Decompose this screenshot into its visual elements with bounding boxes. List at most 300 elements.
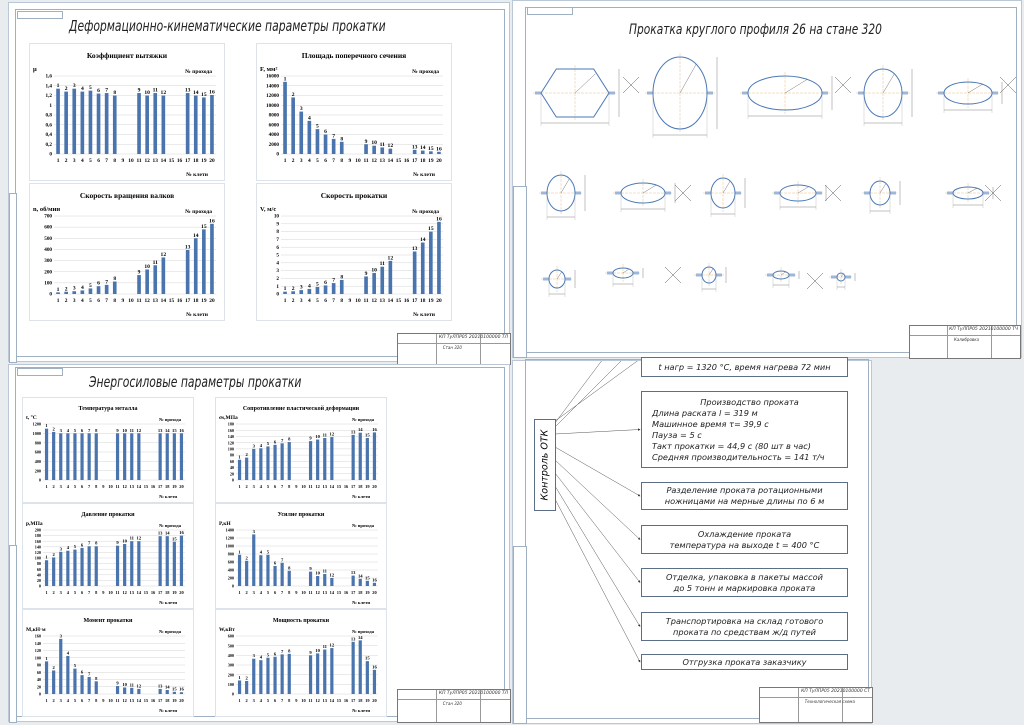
pass-label: 12 (387, 255, 394, 262)
pass-label: 8 (288, 565, 291, 571)
x-tick-label: 12 (122, 484, 127, 489)
x-axis-label: № клети (352, 600, 370, 605)
bar (159, 689, 162, 694)
pass-label: 6 (80, 427, 84, 433)
pass-label: 12 (329, 642, 335, 648)
pass-label: 11 (379, 261, 385, 268)
y-tick-label: 1,4 (45, 83, 52, 90)
x-tick-label: 11 (115, 698, 120, 703)
bar (137, 433, 140, 480)
x-tick-label: 18 (165, 484, 170, 489)
bar (210, 95, 214, 154)
pass-label: 10 (315, 434, 320, 440)
chart-svg (23, 398, 193, 502)
x-tick-label: 3 (59, 590, 62, 595)
x-tick-label: 3 (252, 698, 255, 703)
y-tick-label: 0 (38, 477, 41, 483)
bar (373, 432, 376, 480)
x-tick-label: 18 (193, 298, 199, 304)
pass-label: 12 (329, 431, 335, 437)
x-tick-label: 15 (168, 158, 175, 164)
bar (123, 687, 126, 694)
pass-label: 2 (64, 86, 68, 93)
bar (113, 96, 117, 155)
pass-label: 12 (136, 427, 142, 433)
x-tick-label: 13 (129, 484, 134, 489)
bar (389, 261, 393, 294)
drawing-name: Стан 320 (442, 345, 462, 350)
y-tick-label: 0 (231, 691, 234, 697)
bar (259, 448, 262, 480)
pass-label: 14 (192, 90, 199, 96)
y-tick-label: 40 (36, 677, 41, 683)
y-tick-label: 1 (276, 283, 279, 290)
pass-label: 1 (238, 674, 241, 680)
corner-stamp (17, 11, 63, 19)
x-axis-label: № клети (413, 312, 435, 318)
pass-label: 16 (436, 216, 442, 223)
pass-label: 13 (411, 245, 418, 252)
pass-label: 16 (179, 530, 184, 536)
y-tick-label: 1 (49, 102, 52, 109)
process-step-text: проката по средствам ж/д путей (673, 626, 816, 637)
sheet-process-flow (512, 360, 872, 724)
x-tick-label: 14 (160, 158, 167, 164)
drawing-name: Калибровка (954, 337, 980, 342)
y-tick-label: 8 (276, 229, 279, 236)
bar (273, 657, 276, 694)
pass-label: 8 (288, 648, 291, 654)
pass-label: 6 (273, 439, 277, 445)
x-tick-label: 11 (308, 590, 313, 595)
bar (330, 648, 333, 694)
bar (105, 93, 109, 154)
bar (288, 442, 291, 480)
pass-label: 8 (113, 276, 117, 283)
bar (137, 541, 140, 586)
bar (359, 640, 362, 694)
y-tick-label: 1400 (225, 527, 234, 533)
pass-label: 3 (59, 633, 62, 639)
chart-svg (30, 44, 224, 180)
x-tick-label: 8 (95, 590, 98, 595)
x-tick-label: 16 (343, 698, 349, 703)
chart-title: Мощность прокатки (272, 618, 330, 624)
pass-label: 14 (357, 427, 363, 433)
bar (429, 232, 433, 294)
x-tick-label: 4 (259, 484, 262, 489)
y-tick-label: 160 (34, 538, 41, 544)
pass-label: 16 (372, 426, 377, 432)
x-tick-label: 6 (97, 298, 100, 304)
pass-profiles-drawing (513, 41, 1023, 341)
y-tick-label: 400 (227, 567, 234, 573)
pass-label: 3 (72, 285, 76, 292)
x-tick-label: 20 (436, 298, 442, 304)
x-tick-label: 11 (363, 158, 369, 164)
x-tick-label: 17 (184, 298, 191, 304)
bar (173, 433, 176, 480)
bar (194, 96, 198, 155)
side-strip (513, 186, 527, 358)
x-tick-label: 7 (88, 590, 91, 595)
bar (389, 149, 393, 154)
bar (309, 441, 312, 480)
bar (130, 688, 133, 694)
x-tick-label: 8 (340, 298, 344, 304)
y-tick-label: 120 (227, 440, 234, 446)
process-step-text: ножницами на мерные длины по 6 м (664, 496, 825, 506)
bar (252, 659, 255, 694)
pass-label: 10 (122, 681, 127, 687)
x-tick-label: 4 (66, 698, 69, 703)
pass-label: 5 (316, 123, 319, 130)
pass-label: 9 (116, 680, 119, 686)
y-tick-label: 3 (276, 268, 279, 275)
y-axis-label: W,кВт (219, 627, 235, 633)
series-label: № прохода (351, 523, 374, 528)
x-tick-label: 3 (72, 298, 76, 304)
pass-label: 14 (192, 232, 199, 239)
x-tick-label: 14 (136, 484, 142, 489)
bar (324, 135, 328, 155)
x-tick-label: 12 (315, 698, 320, 703)
x-tick-label: 18 (165, 590, 170, 595)
y-tick-label: 180 (227, 421, 234, 427)
x-tick-label: 18 (420, 158, 426, 164)
bar (238, 680, 241, 694)
y-tick-label: 40 (229, 465, 234, 471)
pass-label: 2 (245, 675, 248, 681)
y-axis-label: n, об/мин (33, 206, 61, 213)
y-tick-label: 100 (44, 280, 52, 287)
chart-svg (216, 610, 386, 716)
pass-label: 13 (350, 429, 356, 435)
y-tick-label: 40 (36, 572, 41, 578)
bar (137, 275, 141, 294)
title-block (759, 687, 873, 723)
y-tick-label: 6 (276, 244, 279, 251)
chart-cross-section-area (256, 43, 452, 181)
y-tick-label: 140 (34, 544, 41, 550)
y-tick-label: 200 (34, 468, 41, 474)
x-tick-label: 13 (379, 158, 385, 164)
x-tick-label: 4 (66, 484, 69, 489)
x-tick-label: 11 (115, 590, 120, 595)
y-tick-label: 0 (276, 151, 279, 158)
bar (245, 681, 248, 694)
pass-label: 12 (387, 143, 394, 150)
bar (291, 97, 295, 154)
pass-profile (694, 263, 726, 292)
y-tick-label: 0,8 (45, 112, 52, 119)
bar (105, 285, 109, 294)
x-tick-label: 3 (252, 590, 255, 595)
x-tick-label: 10 (301, 484, 306, 489)
bar (72, 89, 76, 154)
bar (316, 576, 319, 586)
pass-label: 10 (315, 647, 320, 653)
bar (59, 433, 62, 480)
pass-label: 13 (350, 636, 356, 642)
process-step-text: Охлаждение проката (697, 528, 792, 539)
x-tick-label: 8 (288, 590, 291, 595)
pass-label: 1 (45, 423, 48, 429)
rotation-cross-icon (835, 77, 851, 93)
bar (340, 142, 344, 154)
pass-label: 2 (52, 426, 55, 432)
y-tick-label: 60 (36, 566, 41, 572)
y-tick-label: 0 (231, 583, 234, 589)
pass-label: 1 (45, 554, 48, 560)
series-label: № прохода (185, 69, 212, 75)
chart-title: Сопротивление пластической деформации (242, 406, 360, 412)
pass-profile (703, 174, 745, 217)
x-tick-label: 5 (73, 698, 77, 703)
x-tick-label: 12 (371, 158, 377, 164)
x-tick-label: 8 (95, 484, 98, 489)
process-step-text: Машинное время τ= 39,9 с (652, 418, 769, 429)
bar (281, 654, 284, 694)
x-tick-label: 20 (372, 698, 377, 703)
x-tick-label: 2 (291, 298, 295, 304)
pass-label: 4 (259, 549, 262, 555)
pass-profile (533, 65, 619, 126)
bar (299, 290, 303, 294)
bar (89, 288, 93, 294)
y-tick-label: 20 (229, 471, 234, 477)
bar (162, 257, 166, 294)
x-tick-label: 20 (179, 484, 184, 489)
side-strip (9, 193, 17, 363)
bar (202, 229, 206, 294)
x-tick-label: 18 (358, 590, 363, 595)
pass-label: 6 (80, 669, 84, 675)
pass-label: 14 (357, 573, 363, 579)
x-tick-label: 14 (160, 298, 167, 304)
bar (245, 561, 248, 586)
x-tick-label: 20 (372, 484, 377, 489)
pass-label: 10 (144, 263, 150, 270)
x-tick-label: 11 (308, 698, 313, 703)
process-step-text: Производство проката (700, 396, 799, 407)
x-tick-label: 16 (343, 484, 349, 489)
x-tick-label: 12 (122, 698, 127, 703)
pass-label: 1 (238, 549, 241, 555)
bar (366, 581, 369, 586)
y-tick-label: 120 (34, 648, 41, 654)
rotation-cross-icon (825, 185, 841, 201)
y-tick-label: 100 (34, 655, 41, 661)
x-tick-label: 3 (72, 158, 76, 164)
y-tick-label: 200 (34, 527, 41, 533)
pass-label: 9 (137, 87, 141, 94)
x-tick-label: 6 (80, 590, 84, 595)
x-tick-label: 9 (295, 484, 298, 489)
bar (421, 151, 425, 154)
x-tick-label: 7 (281, 698, 284, 703)
x-tick-label: 15 (395, 298, 402, 304)
series-label: № прохода (351, 629, 374, 634)
bar (45, 661, 48, 694)
bar (252, 449, 255, 480)
bar (372, 273, 376, 294)
bar (180, 692, 183, 694)
y-tick-label: 0 (231, 477, 234, 483)
y-tick-label: 160 (34, 633, 41, 639)
chart-title: Момент прокатки (83, 618, 133, 624)
bar (332, 139, 336, 154)
x-tick-label: 7 (332, 158, 336, 164)
x-tick-label: 14 (136, 590, 142, 595)
x-tick-label: 6 (273, 590, 277, 595)
x-tick-label: 19 (172, 484, 177, 489)
pass-label: 11 (322, 432, 327, 438)
chart-svg (30, 184, 224, 320)
bar (330, 437, 333, 480)
pass-label: 3 (252, 443, 255, 449)
series-label: № прохода (158, 417, 181, 422)
process-step-box (641, 482, 848, 510)
pass-label: 14 (419, 237, 426, 244)
bar (252, 534, 255, 586)
chart-title: Давление прокатки (81, 512, 135, 518)
pass-label: 5 (266, 549, 270, 555)
pass-profile (856, 65, 912, 126)
pass-label: 7 (281, 437, 284, 443)
process-step-text: Такт прокатки = 44,9 с (80 шт в час) (652, 440, 811, 451)
bar (323, 438, 326, 480)
pass-label: 11 (129, 427, 134, 433)
bar (162, 96, 166, 155)
x-tick-label: 12 (144, 158, 150, 164)
y-tick-label: 100 (227, 446, 234, 452)
x-tick-label: 20 (372, 590, 377, 595)
bar (45, 560, 48, 586)
bar (95, 681, 98, 694)
pass-label: 9 (116, 540, 119, 546)
pass-label: 4 (307, 283, 311, 290)
x-tick-label: 9 (102, 698, 105, 703)
bar (180, 536, 183, 586)
pass-label: 12 (160, 90, 167, 96)
x-tick-label: 10 (108, 698, 113, 703)
bar (145, 96, 149, 155)
series-label: № прохода (351, 417, 374, 422)
y-tick-label: 1,2 (45, 93, 52, 100)
bar (372, 146, 376, 154)
x-tick-label: 2 (245, 590, 248, 595)
y-axis-label: μ (33, 66, 37, 73)
x-tick-label: 20 (179, 590, 184, 595)
bar (130, 433, 133, 480)
x-tick-label: 1 (56, 298, 60, 304)
bar (64, 92, 68, 154)
bar (66, 433, 69, 480)
x-tick-label: 10 (108, 484, 113, 489)
y-tick-label: 0,2 (45, 141, 52, 148)
pass-label: 9 (309, 435, 312, 441)
bar (324, 285, 328, 294)
pass-profile (772, 181, 826, 210)
y-tick-label: 600 (34, 449, 41, 455)
x-axis-label: № клети (186, 312, 208, 318)
x-axis-label: № клети (159, 494, 177, 499)
process-step-text: до 5 тонн и маркировка проката (673, 582, 816, 593)
pass-label: 1 (45, 655, 48, 661)
bar (281, 563, 284, 586)
pass-label: 7 (281, 557, 284, 563)
x-tick-label: 12 (122, 590, 127, 595)
pass-label: 3 (252, 653, 255, 659)
x-tick-label: 19 (172, 698, 177, 703)
bar (89, 91, 93, 154)
pass-label: 10 (315, 570, 320, 576)
process-step-text: Разделение проката ротационными (666, 485, 823, 495)
x-tick-label: 19 (365, 484, 370, 489)
pass-label: 9 (309, 566, 312, 572)
x-tick-label: 11 (115, 484, 120, 489)
y-tick-label: 0 (276, 291, 279, 298)
x-tick-label: 15 (336, 698, 342, 703)
y-tick-label: 0 (49, 151, 52, 158)
x-tick-label: 17 (411, 158, 418, 164)
x-tick-label: 19 (201, 158, 207, 164)
x-tick-label: 15 (395, 158, 402, 164)
pass-label: 16 (372, 664, 377, 670)
title-block (397, 689, 511, 723)
x-tick-label: 4 (307, 298, 311, 304)
sheet-title: Деформационно-кинематические параметры прокатки (69, 17, 386, 35)
pass-label: 16 (179, 427, 184, 433)
bar (153, 93, 157, 154)
x-tick-label: 14 (387, 298, 394, 304)
x-tick-label: 16 (150, 698, 156, 703)
y-tick-label: 0,6 (45, 122, 52, 129)
rotation-cross-icon (665, 267, 681, 283)
x-tick-label: 3 (252, 484, 255, 489)
x-tick-label: 17 (350, 698, 356, 703)
x-tick-label: 4 (259, 698, 262, 703)
x-tick-label: 16 (176, 298, 183, 304)
x-tick-label: 17 (411, 298, 418, 304)
x-tick-label: 16 (150, 590, 156, 595)
bar (352, 642, 355, 694)
pass-label: 2 (291, 91, 295, 98)
chart-title: Температура металла (78, 406, 138, 412)
chart-title: Усилие прокатки (277, 512, 325, 518)
pass-label: 14 (357, 634, 363, 640)
bar (173, 692, 176, 694)
y-tick-label: 1,6 (45, 73, 52, 80)
flow-arrow (555, 447, 640, 496)
pass-label: 11 (322, 644, 327, 650)
sheet-title: Энергосиловые параметры прокатки (89, 373, 302, 391)
y-axis-label: V, м/с (260, 206, 277, 213)
bar (309, 572, 312, 586)
x-tick-label: 8 (288, 698, 291, 703)
pass-profile (613, 179, 675, 212)
chart-svg (257, 44, 451, 180)
x-tick-label: 4 (80, 158, 84, 164)
pass-label: 13 (184, 244, 191, 251)
x-axis-label: № клети (352, 708, 370, 713)
bar (56, 89, 60, 154)
bar (281, 443, 284, 480)
x-tick-label: 12 (144, 298, 150, 304)
y-tick-label: 600 (227, 559, 234, 565)
x-tick-label: 7 (281, 484, 284, 489)
